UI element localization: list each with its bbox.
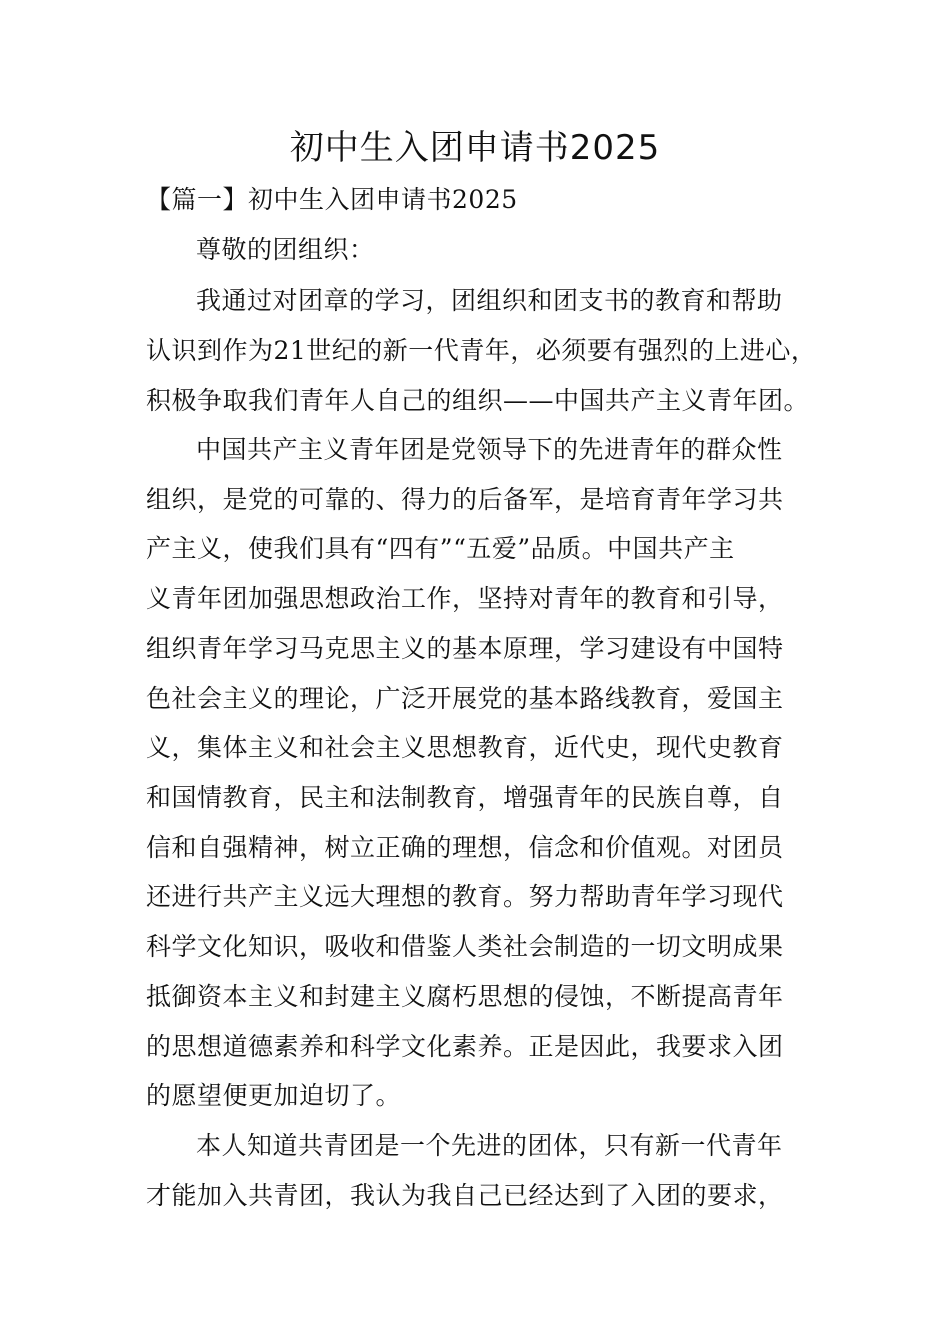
paragraph-line: 还进行共产主义远大理想的教育。努力帮助青年学习现代 xyxy=(146,882,784,911)
paragraph-line: 产主义，使我们具有“四有”“五爱”品质。中国共产主 xyxy=(146,534,735,563)
paragraph-line: 义，集体主义和社会主义思想教育，近代史，现代史教育 xyxy=(146,733,784,762)
paragraph-line: 科学文化知识，吸收和借鉴人类社会制造的一切文明成果 xyxy=(146,932,784,961)
paragraph-line: 才能加入共青团，我认为我自己已经达到了入团的要求， xyxy=(146,1181,784,1210)
paragraph-line: 抵御资本主义和封建主义腐朽思想的侵蚀，不断提高青年 xyxy=(146,982,784,1011)
paragraph-line: 我通过对团章的学习，团组织和团支书的教育和帮助 xyxy=(196,286,783,315)
paragraph-line: 积极争取我们青年人自己的组织——中国共产主义青年团。 xyxy=(146,386,810,415)
section-heading: 【篇一】初中生入团申请书2025 xyxy=(146,185,518,214)
paragraph-line: 色社会主义的理论，广泛开展党的基本路线教育，爱国主 xyxy=(146,684,784,713)
paragraph-line: 的思想道德素养和科学文化素养。正是因此，我要求入团 xyxy=(146,1032,784,1061)
paragraph-line: 和国情教育，民主和法制教育，增强青年的民族自尊，自 xyxy=(146,783,784,812)
paragraph-line: 义青年团加强思想政治工作，坚持对青年的教育和引导， xyxy=(146,584,784,613)
paragraph-line: 信和自强精神，树立正确的理想，信念和价值观。对团员 xyxy=(146,833,784,862)
paragraph-line: 组织，是党的可靠的、得力的后备军，是培育青年学习共 xyxy=(146,485,784,514)
paragraph-line: 本人知道共青团是一个先进的团体，只有新一代青年 xyxy=(196,1131,783,1160)
paragraph-line: 认识到作为21世纪的新一代青年，必须要有强烈的上进心， xyxy=(146,336,817,365)
salutation: 尊敬的团组织： xyxy=(196,235,375,264)
document-title: 初中生入团申请书2025 xyxy=(289,128,661,168)
paragraph-line: 组织青年学习马克思主义的基本原理，学习建设有中国特 xyxy=(146,634,784,663)
paragraph-line: 中国共产主义青年团是党领导下的先进青年的群众性 xyxy=(196,435,783,464)
paragraph-line: 的愿望便更加迫切了。 xyxy=(146,1081,402,1110)
